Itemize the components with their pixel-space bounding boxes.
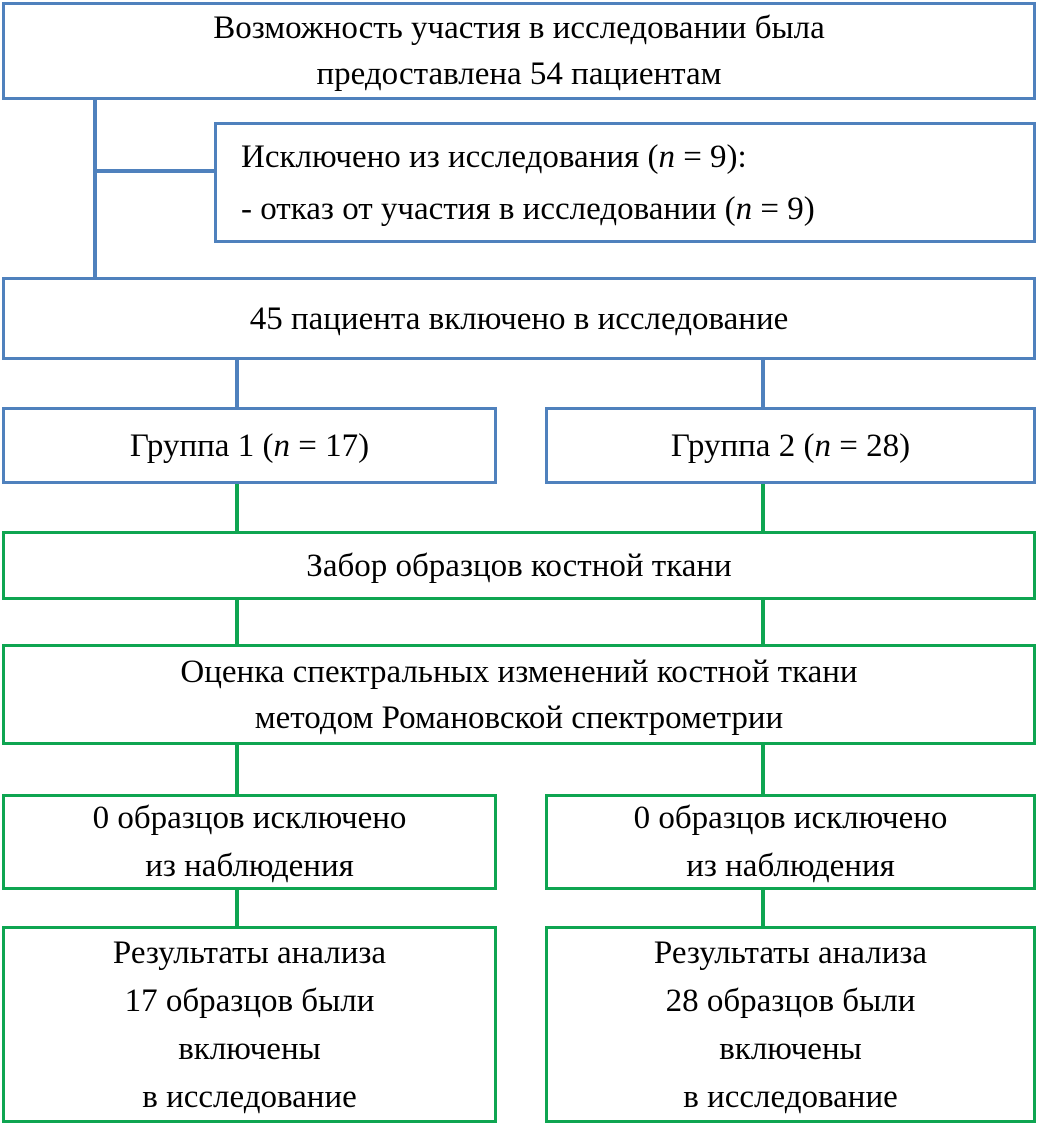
box-group1-text: Группа 1 (n = 17)	[129, 427, 370, 464]
connector-excluded1-to-results1	[235, 889, 239, 927]
box-samples-excluded-group1	[2, 794, 497, 890]
box-spectral-assessment-line1: Оценка спектральных изменений костной ткани	[180, 653, 858, 690]
box-patients-offered-line1: Возможность участия в исследовании была	[213, 10, 825, 46]
n-variable: n	[735, 190, 753, 227]
box-samples-excluded-group1-line1: 0 образцов исключено	[92, 800, 407, 836]
box-patients-included	[2, 277, 1036, 360]
connector-group1-to-sampling	[235, 483, 239, 532]
box-bone-sampling-text: Забор образцов костной ткани	[306, 547, 732, 584]
box-excluded-line2: - отказ от участия в исследовании (n = 9)	[241, 190, 815, 227]
box-analysis-results-group1-line1: Результаты анализа	[112, 934, 387, 971]
box-samples-excluded-group1-line2: из наблюдения	[145, 848, 354, 884]
connector-sampling-to-assessment-right	[761, 599, 765, 645]
box-group2-text: Группа 2 (n = 28)	[670, 427, 911, 464]
box-analysis-results-group2	[545, 926, 1036, 1123]
box-samples-excluded-group2-line1: 0 образцов исключено	[633, 800, 948, 836]
box-analysis-results-group1-line3: включены	[178, 1030, 321, 1067]
box-analysis-results-group2-line3: включены	[719, 1030, 862, 1067]
box-group1	[2, 407, 497, 484]
connector-sampling-to-assessment-left	[235, 599, 239, 645]
box-spectral-assessment	[2, 644, 1036, 745]
box-patients-offered	[2, 2, 1036, 100]
box-analysis-results-group2-line2: 28 образцов были	[665, 982, 916, 1019]
box-analysis-results-group2-line1: Результаты анализа	[653, 934, 928, 971]
box-excluded-from-study	[214, 122, 1036, 243]
connector-assessment-to-excluded2	[761, 744, 765, 795]
box-analysis-results-group2-line4: в исследование	[683, 1078, 898, 1115]
box-spectral-assessment-line2: методом Романовской спектрометрии	[254, 699, 784, 736]
connector-group2-to-sampling	[761, 483, 765, 532]
box-patients-offered-line2: предоставлена 54 пациентам	[316, 56, 722, 92]
box-analysis-results-group1	[2, 926, 497, 1123]
box-samples-excluded-group2	[545, 794, 1036, 890]
box-bone-sampling	[2, 531, 1036, 600]
connector-offered-to-included	[93, 100, 97, 278]
n-variable: n	[273, 427, 290, 464]
box-analysis-results-group1-line2: 17 образцов были	[124, 982, 375, 1019]
box-samples-excluded-group2-line2: из наблюдения	[686, 848, 895, 884]
connector-included-to-group2	[761, 359, 765, 408]
n-variable: n	[658, 138, 675, 175]
box-group2	[545, 407, 1036, 484]
n-variable: n	[814, 427, 831, 464]
box-excluded-line1: Исключено из исследования (n = 9):	[241, 138, 747, 175]
connector-excluded2-to-results2	[761, 889, 765, 927]
connector-assessment-to-excluded1	[235, 744, 239, 795]
box-patients-included-text: 45 пациента включено в исследование	[249, 300, 789, 337]
box-analysis-results-group1-line4: в исследование	[142, 1078, 357, 1115]
connector-branch-to-excluded	[95, 169, 214, 173]
connector-included-to-group1	[235, 359, 239, 408]
